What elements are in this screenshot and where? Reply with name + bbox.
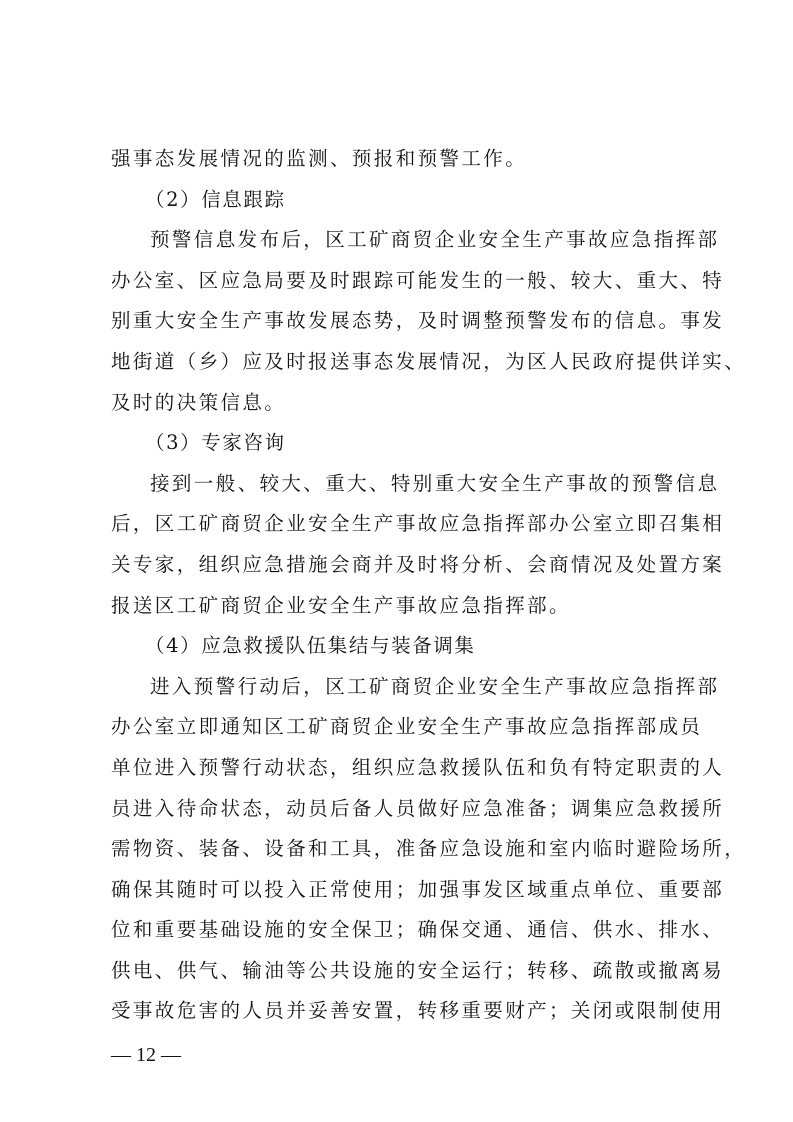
paragraph-line: 后，区工矿商贸企业安全生产事故应急指挥部办公室立即召集相 <box>111 512 725 536</box>
paragraph-line: 单位进入预警行动状态，组织应急救援队伍和负有特定职责的人 <box>111 755 725 779</box>
paragraph-line: 需物资、装备、设备和工具，准备应急设施和室内临时避险场所， <box>111 837 747 861</box>
paragraph-line: 及时的决策信息。 <box>111 390 287 414</box>
paragraph-line: 强事态发展情况的监测、预报和预警工作。 <box>111 147 528 170</box>
page-number: — 12 — <box>111 1044 181 1066</box>
paragraph-line: 进入预警行动后，区工矿商贸企业安全生产事故应急指挥部 <box>150 674 720 698</box>
paragraph-line: 位和重要基础设施的安全保卫；确保交通、通信、供水、排水、 <box>111 918 725 942</box>
section-heading: （4）应急救援队伍集结与装备调集 <box>145 634 476 658</box>
paragraph-line: 预警信息发布后，区工矿商贸企业安全生产事故应急指挥部 <box>150 228 720 252</box>
paragraph-line: 关专家，组织应急措施会商并及时将分析、会商情况及处置方案 <box>111 552 725 576</box>
section-heading: （3）专家咨询 <box>145 431 286 455</box>
paragraph-line: 办公室立即通知区工矿商贸企业安全生产事故应急指挥部成员 <box>111 715 703 739</box>
paragraph-line: 确保其随时可以投入正常使用；加强事发区域重点单位、重要部 <box>111 877 725 901</box>
paragraph-line: 受事故危害的人员并妥善安置，转移重要财产；关闭或限制使用 <box>111 999 725 1023</box>
paragraph-line: 办公室、区应急局要及时跟踪可能发生的一般、较大、重大、特 <box>111 268 725 292</box>
paragraph-line: 员进入待命状态，动员后备人员做好应急准备；调集应急救援所 <box>111 796 725 820</box>
paragraph-line: 地街道（乡）应及时报送事态发展情况，为区人民政府提供详实、 <box>111 349 747 373</box>
paragraph-line: 报送区工矿商贸企业安全生产事故应急指挥部。 <box>111 593 571 617</box>
paragraph-line: 接到一般、较大、重大、特别重大安全生产事故的预警信息 <box>150 471 720 495</box>
paragraph-line: 供电、供气、输油等公共设施的安全运行；转移、疏散或撤离易 <box>111 958 725 982</box>
paragraph-line: 别重大安全生产事故发展态势，及时调整预警发布的信息。事发 <box>111 309 725 333</box>
section-heading: （2）信息跟踪 <box>145 187 286 211</box>
document-body <box>111 139 747 1032</box>
